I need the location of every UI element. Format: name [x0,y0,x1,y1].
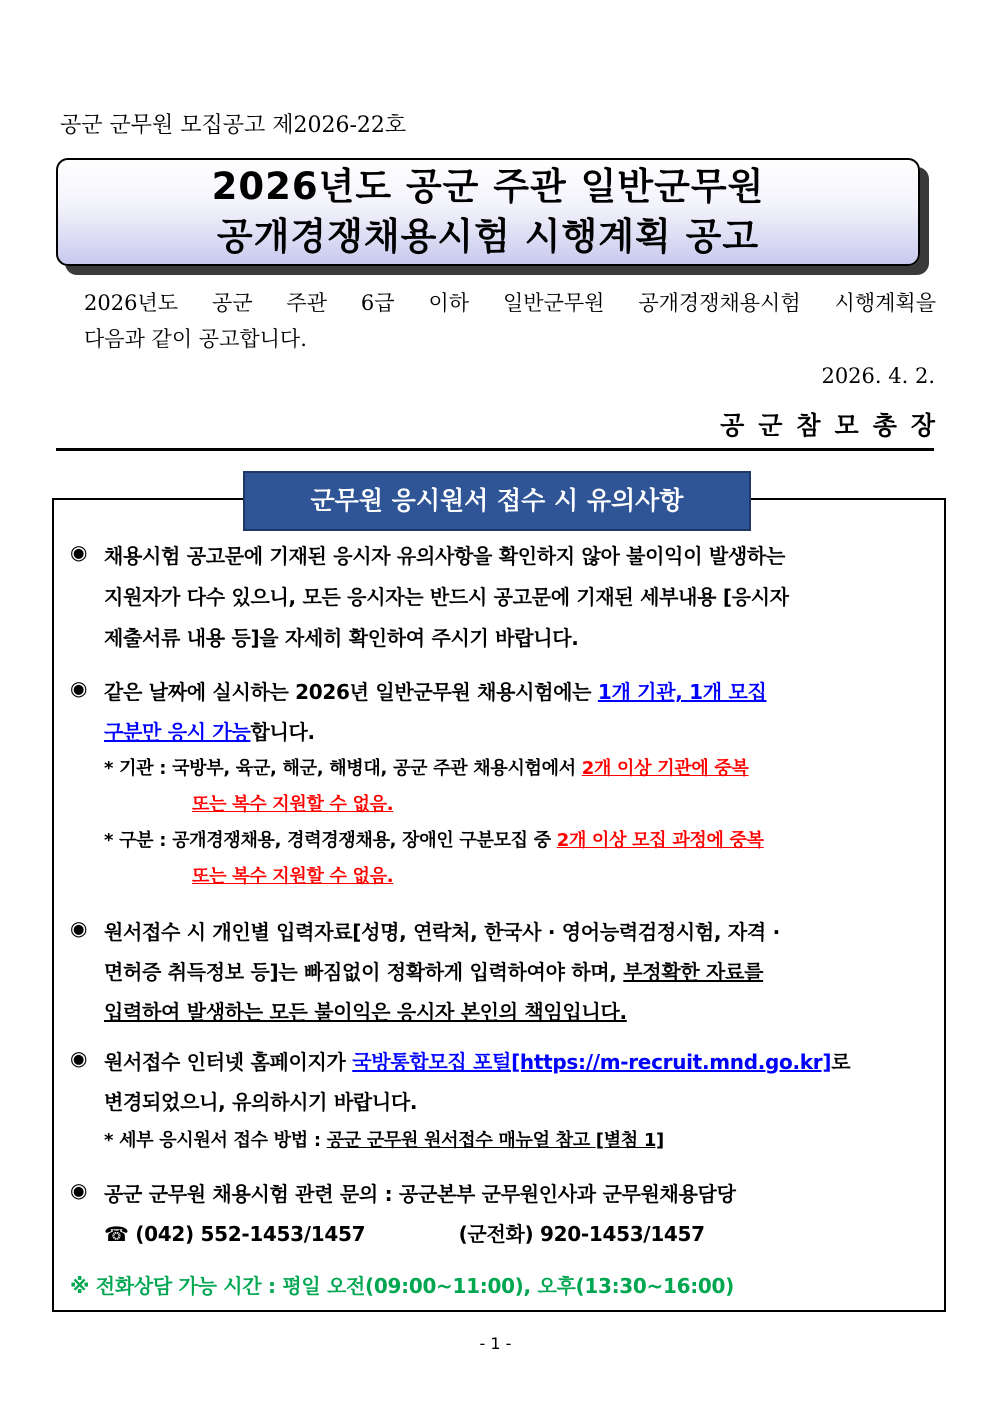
military-phone-number: (군전화) 920-1453/1457 [458,1222,705,1246]
item-3-line-2-text: 면허증 취득정보 등]는 빠짐없이 정확하게 입력하여야 하며, [104,960,617,984]
sub-1-warning: 2개 이상 기관에 중복 [581,758,749,779]
bullet-icon: ◉ [70,916,88,940]
bullet-icon: ◉ [70,676,88,700]
notice-item-5 [70,1178,938,1258]
bullet-icon: ◉ [70,1046,88,1070]
recruit-portal-link[interactable]: 국방통합모집 포털[https://m-recruit.mnd.go.kr] [352,1050,832,1074]
item-2-highlight-2: 구분만 응시 가능 [104,720,251,744]
item-2-line-1-text: 같은 날짜에 실시하는 2026년 일반군무원 채용시험에는 [104,680,592,704]
sub-1-label: * 기관 : [104,758,167,779]
item-4-sub [104,1126,664,1152]
item-3-emphasis-1: 부정확한 자료를 [623,960,764,984]
item-5-line-1: 공군 군무원 채용시험 관련 문의 : 공군본부 군무원인사과 군무원채용담당 [104,1182,736,1206]
item-1-line-2: 지원자가 다수 있으니, 모든 응시자는 반드시 공고문에 기재된 세부내용 [응시자 [104,585,789,609]
item-4-sub-text: * 세부 응시원서 접수 방법 : [104,1130,321,1151]
notice-heading: 군무원 응시원서 접수 시 유의사항 [243,471,751,531]
item-2-highlight-1: 1개 기관, 1개 모집 [597,680,767,704]
item-3-line-1: 원서접수 시 개인별 입력자료[성명, 연락처, 한국사 · 영어능력검정시험, 자격 · [104,920,780,944]
consultation-hours: ※ 전화상담 가능 시간 : 평일 오전(09:00~11:00), 오후(13:30~16:00) [70,1274,734,1298]
notice-item-1 [70,540,938,650]
sub-2-text: 공개경쟁채용, 경력경쟁채용, 장애인 구분모집 중 [172,830,551,851]
notice-item-4 [70,1046,938,1126]
bullet-icon: ◉ [70,1178,88,1202]
header-divider [56,448,934,451]
item-2-line-1 [104,676,938,705]
title-banner [56,158,920,266]
sub-1-text: 국방부, 육군, 해군, 해병대, 공군 주관 채용시험에서 [172,758,576,779]
bullet-icon: ◉ [70,540,88,564]
item-4-line-2: 변경되었으니, 유의하시기 바랍니다. [104,1090,418,1114]
item-4-line-1-tail: 로 [831,1050,851,1074]
sub-2-label: * 구분 : [104,830,167,851]
notice-item-3 [70,916,938,1026]
item-1-line-1 [104,540,938,569]
item-3-emphasis-2: 입력하여 발생하는 모든 불이익은 응시자 본인의 책임입니다. [104,1000,627,1024]
item-5-line-2 [104,1218,938,1247]
item-4-line-1-text: 원서접수 인터넷 홈페이지가 [104,1050,346,1074]
item-3-line-2 [104,956,938,985]
intro-line-2: 다음과 같이 공고합니다. [84,327,307,351]
title-line-2: 공개경쟁채용시험 시행계획 공고 [216,215,760,258]
title-line-1: 2026년도 공군 주관 일반군무원 [211,165,765,208]
sub-2-warning: 2개 이상 모집 과정에 중복 [556,830,764,851]
notice-item-2 [70,676,938,756]
item-1-line-1-text: 채용시험 공고문에 기재된 응시자 유의사항을 확인하지 않아 불이익이 발생하는 [104,544,785,568]
item-4-line-1 [104,1046,938,1075]
item-4-sub-manual: 공군 군무원 원서접수 매뉴얼 참고 [별첨 1] [326,1130,664,1151]
item-1-line-3: 제출서류 내용 등]을 자세히 확인하여 주시기 바랍니다. [104,626,579,650]
sub-1-warning-cont: 또는 복수 지원할 수 없음. [192,794,394,815]
sub-2-warning-cont: 또는 복수 지원할 수 없음. [192,866,394,887]
announcement-date: 2026. 4. 2. [821,364,935,388]
phone-number: ☎ (042) 552-1453/1457 [104,1222,366,1246]
signer: 공군참모총장 [720,411,949,440]
item-3-line-3 [104,996,938,1025]
item-2-sub-1 [104,754,749,780]
item-2-sub-2-cont [192,862,393,888]
item-2-sub-2 [104,826,764,852]
page-number: - 1 - [479,1334,512,1353]
item-2-line-2-text: 합니다. [250,720,315,744]
intro-line-1: 2026년도 공군 주관 6급 이하 일반군무원 공개경쟁채용시험 시행계획을 [84,291,936,315]
item-2-line-2 [104,716,938,745]
notice-reference-number: 공군 군무원 모집공고 제2026-22호 [60,113,407,138]
item-2-sub-1-cont [192,790,393,816]
